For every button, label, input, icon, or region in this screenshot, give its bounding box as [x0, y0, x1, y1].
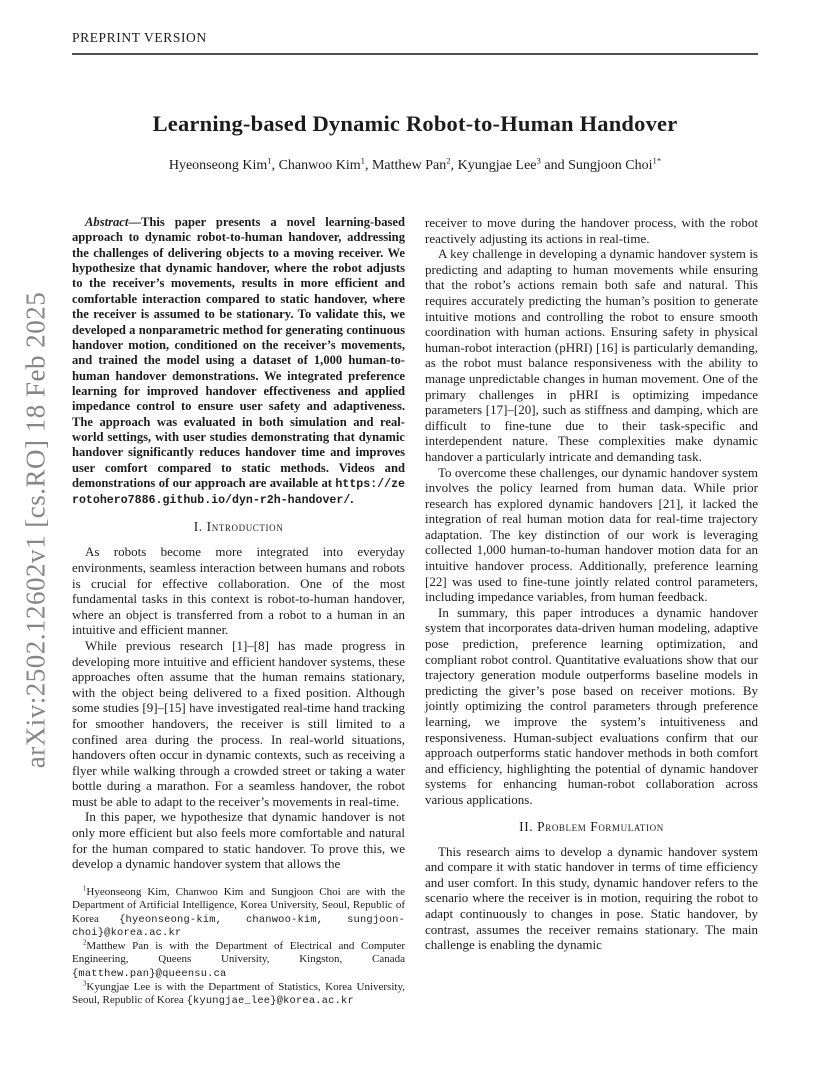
author-superscript: 2: [446, 155, 451, 166]
author-superscript: 1: [267, 155, 272, 166]
footnote-email: {kyungjae_lee}@korea.ac.kr: [186, 994, 354, 1007]
abstract-url-link[interactable]: https://zerotohero7886.github.io/dyn-r2h-handover/: [72, 478, 405, 508]
author: Matthew Pan$^2$,: [371, 155, 458, 173]
footnote-marker: 3: [83, 979, 87, 987]
author-superscript: 3: [536, 155, 541, 166]
author-line: [72, 155, 758, 174]
footnote-marker: 1: [83, 885, 87, 893]
footnote-2: $^2$Matthew Pan is with the Department of Electrical and Computer Engineering, Queens University, Kingston, Canada {matthew.pan}@queensu.ca: [72, 939, 405, 980]
footnote-3: $^3$Kyungjae Lee is with the Department of Statistics, Korea University, Seoul, Republic of Korea {kyungjae_lee}@korea.ac.kr: [72, 979, 405, 1007]
body-paragraph-overcome: To overcome these challenges, our dynamic handover system involves the policy learned from human data. While prior research has explored dynamic handovers [21], it lacked the integration of real human motion data for real-time trajectory adaptation. The key distinction of our work is leveraging collected 1,000 human-to-human handover motion data for an intuitive handover process. Additionally, preference learning [22] was used to fine-tune jointly related control parameters, including impedance variables, from human feedback.: [425, 464, 758, 605]
section-heading-problem-formulation: II. Problem Formulation: [519, 818, 664, 834]
footnote-email: {matthew.pan}@queensu.ca: [72, 967, 227, 980]
footnote-email: {hyeonseong-kim, chanwoo-kim, sungjoon-choi}@korea.ac.kr: [72, 913, 406, 940]
column-right: [425, 215, 758, 1008]
author-superscript: 1*: [652, 155, 662, 166]
author: Kyungjae Lee$^3$ and: [457, 155, 569, 173]
footnote-marker: 2: [83, 939, 87, 947]
author-footnotes: [72, 886, 405, 1008]
intro-paragraph-2: While previous research [1]–[8] has made progress in developing more intuitive and efficient handover systems, these approaches often assume that the human remains stationary, with the object being delivered to a fixed position. Although some studies [9]–[15] have investigated real-time hand tracking for smoother handovers, the receiver is still limited to a confined area during the process. In real-world situations, handovers often occur in dynamic contexts, such as receiving a flyer while walking through a crowded street or taking a water bottle during a marathon. For a seamless handover, the robot must be able to adapt to the receiver’s movements in real-time.: [72, 637, 405, 809]
arxiv-watermark: arXiv:2502.12602v1 [cs.RO] 18 Feb 2025: [20, 291, 51, 769]
author-superscript: 1: [360, 155, 365, 166]
intro-paragraph-1: As robots become more integrated into everyday environments, seamless interaction between humans and robots is crucial for effective collaboration. One of the most fundamental tasks in this context is robot-to-human handover, where an object is transferred from a robot to a human in an intuitive and efficient manner.: [72, 544, 405, 638]
two-column-body: [72, 215, 758, 1008]
preprint-header: PREPRINT VERSION: [72, 30, 758, 55]
intro-paragraph-3: In this paper, we hypothesize that dynamic handover is not only more efficient but also feels more comfortable and natural for the human compared to static handover. To prove this, we develop a dynamic handover system that allows the: [72, 809, 405, 872]
paper-content: [72, 0, 758, 1008]
abstract-label: Abstract: [85, 215, 129, 229]
body-paragraph-summary: In summary, this paper introduces a dynamic handover system that incorporates data-driven human modeling, adaptive pose prediction, preference learning optimization, and compliant robot control. Quantitative evaluations show that our trajectory generation module outperforms baseline models in predicting the giver’s pose based on receiver motions. By jointly optimizing the control parameters through preference learning, we improve the system’s intuitiveness and responsiveness. Human-subject evaluations confirm that our approach outperforms static handover methods in both comfort and efficiency, highlighting the potential of dynamic handover systems for enhancing human-robot collaboration across various applications.: [425, 604, 758, 807]
author: Hyeonseong Kim$^1$,: [168, 155, 279, 173]
author: Sungjoon Choi$^{1*}$: [568, 155, 662, 173]
author: Chanwoo Kim$^1$,: [278, 155, 372, 173]
body-paragraph-continuation: receiver to move during the handover process, with the robot reactively adjusting its actions in real-time.: [425, 215, 758, 246]
section-heading-introduction: I. Introduction: [193, 519, 284, 535]
column-left: [72, 215, 405, 1008]
paper-title: Learning-based Dynamic Robot-to-Human Handover: [152, 111, 678, 136]
body-paragraph-problem-formulation: This research aims to develop a dynamic handover system and compare it with static handover in terms of time efficiency and user comfort. In this study, dynamic handover refers to the scenario where the receiver is in motion, requiring the robot to adapt continuously to changes in pose. Static handover, by contrast, assumes the receiver remains stationary. The main challenge is enabling the dynamic: [425, 843, 758, 953]
footnote-1: $^1$Hyeonseong Kim, Chanwoo Kim and Sungjoon Choi are with the Department of Artificial Intelligence, Korea University, Seoul, Republic of Korea {hyeonseong-kim, chanwoo-kim, sungjoon-choi}@korea.ac.kr: [72, 885, 406, 940]
abstract-paragraph: Abstract—This paper presents a novel learning-based approach to dynamic robot-to-human handover, addressing the challenges of delivering objects to a moving receiver. We hypothesize that dynamic handover, where the robot adjusts to the receiver’s movements, results in more efficient and comfortable interaction compared to static handover, where the receiver is assumed to be stationary. To validate this, we developed a nonparametric method for generating continuous handover motion, conditioned on the receiver’s movements, and trained the model using a dataset of 1,000 human-to-human handover demonstrations. We integrated preference learning for improved handover effectiveness and applied impedance control to ensure user safety and adaptiveness. The approach was evaluated in both simulation and real-world settings, with user studies demonstrating that dynamic handover significantly reduces handover time and improves user comfort compared to static methods. Videos and demonstrations of our approach are available at https://zerotohero7886.github.io/dyn-r2h-handover/.: [72, 215, 405, 508]
body-paragraph-key-challenge: A key challenge in developing a dynamic handover system is predicting and adapting to human movements while ensuring that the robot’s actions remain both safe and natural. This requires accurately predicting the human’s position to generate intuitive motions and controlling the robot to ensure smooth coordination with human actions. Ensuring safety in physical human-robot interaction (pHRI) [16] is particularly demanding, as the robot must balance responsiveness with the ability to manage unpredictable changes in human movement. One of the primary challenges in pHRI is optimizing impedance parameters [17]–[20], such as stiffness and damping, which are difficult to fine-tune due to their task-specific and interdependent nature. These complexities make dynamic handover a particularly intricate and demanding task.: [425, 246, 758, 464]
